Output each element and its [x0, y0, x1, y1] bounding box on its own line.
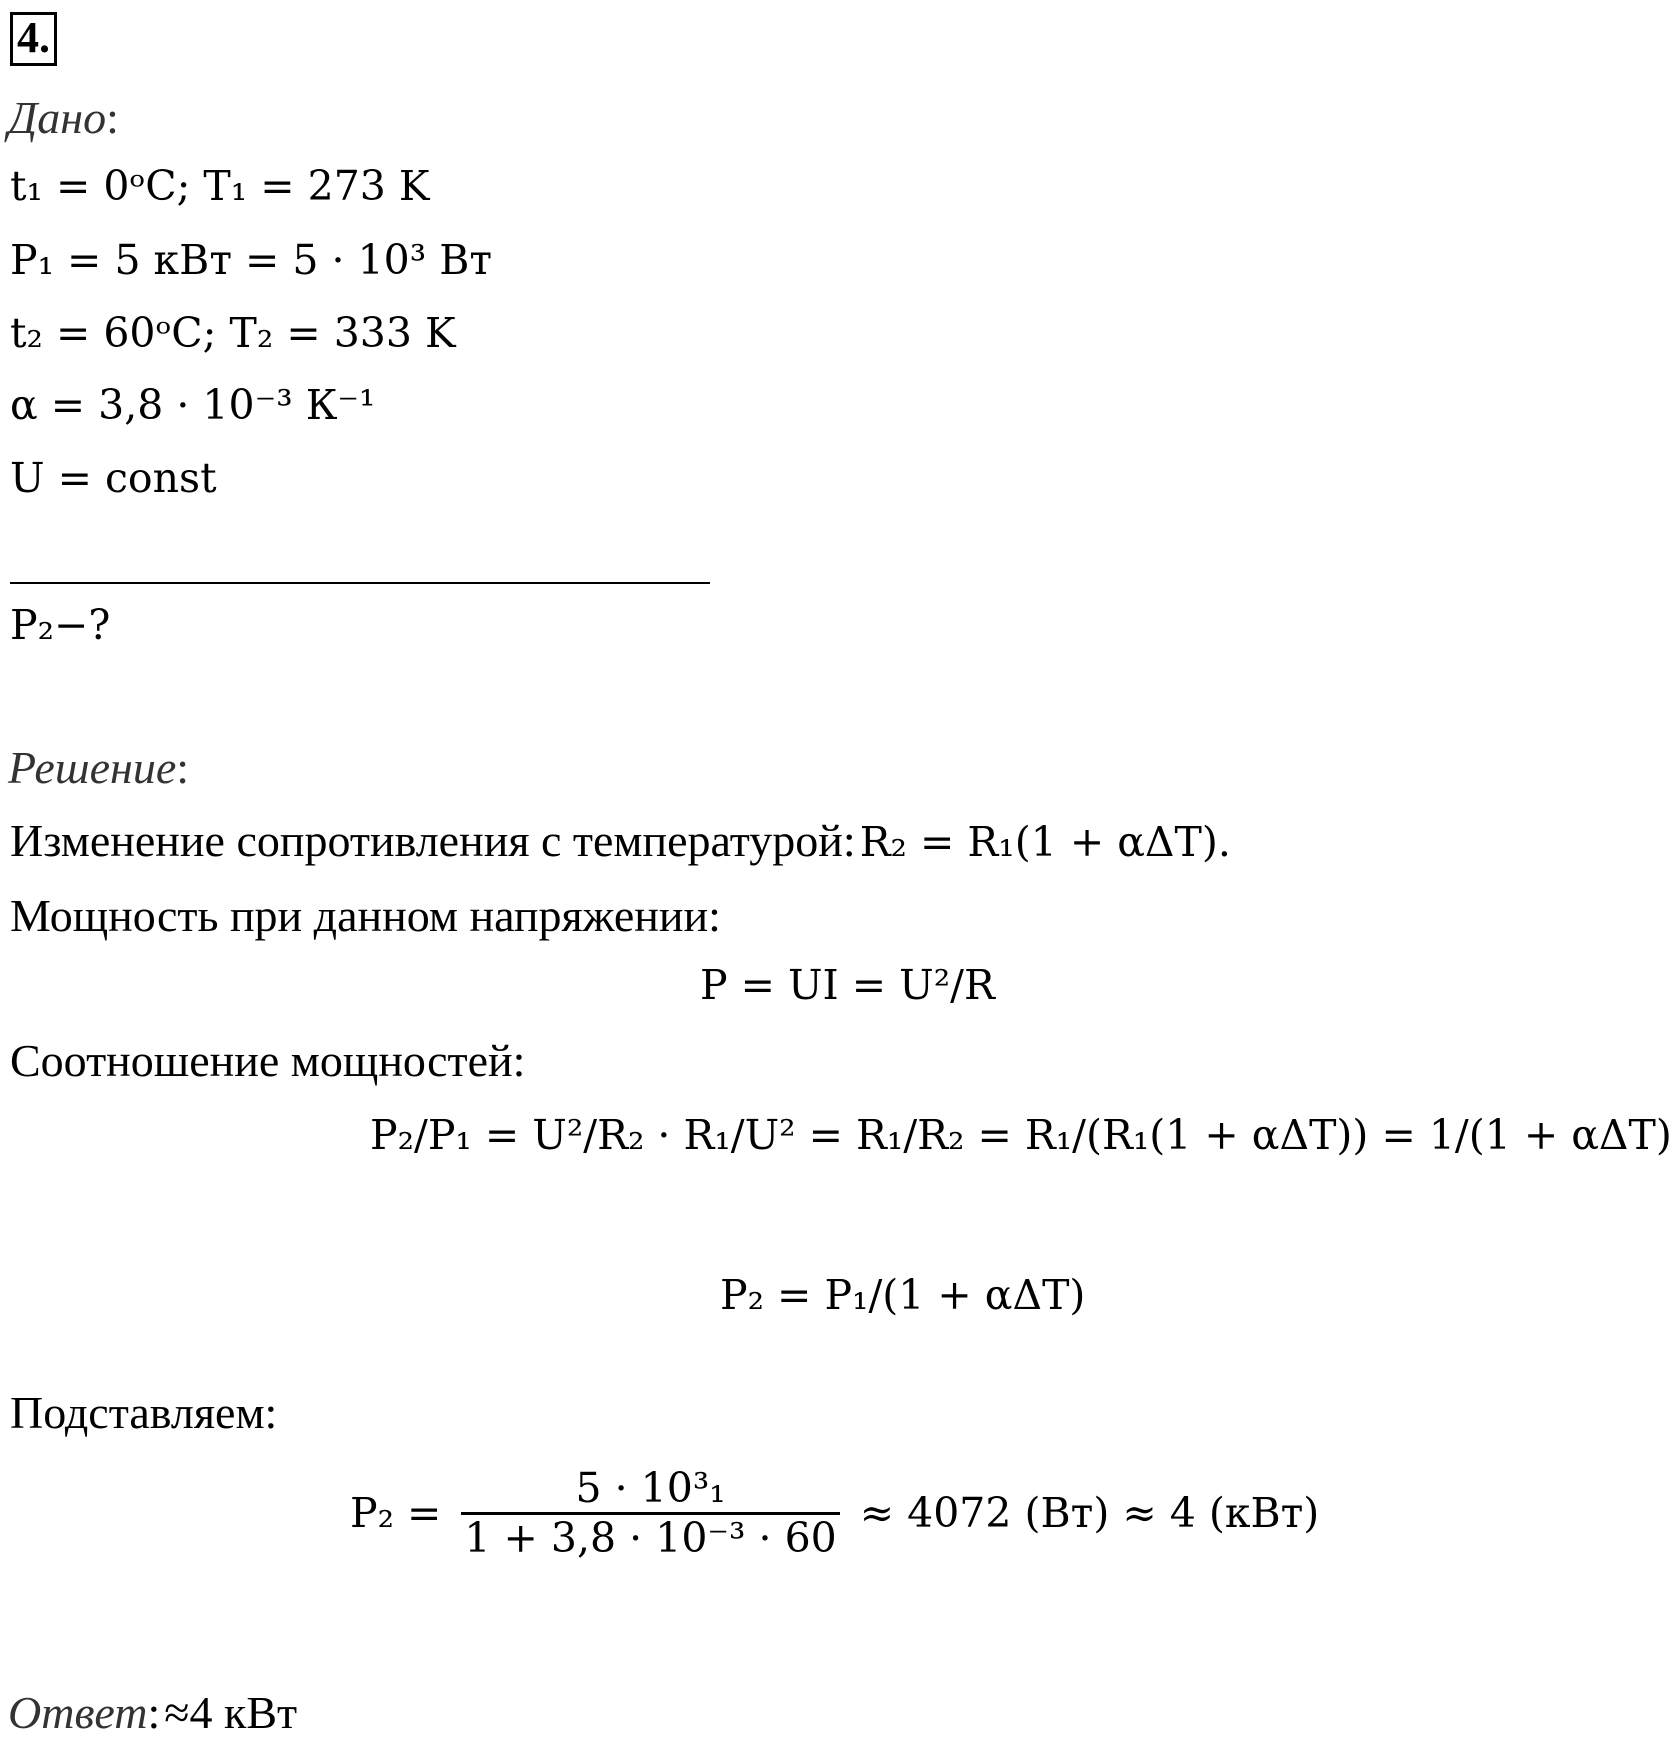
power-text: Мощность при данном напряжении:	[10, 890, 721, 941]
substitute-text: Подставляем:	[10, 1387, 278, 1438]
given-alpha: α = 3,8 · 10⁻³ К⁻¹	[10, 381, 376, 429]
answer-value: ≈4 кВт	[164, 1687, 298, 1738]
given-t1: t₁ = 0ᵒC; T₁ = 273 K	[10, 162, 430, 210]
find-quantity: P₂−?	[10, 601, 111, 649]
calc-numerator: 5 · 10³₁	[575, 1464, 726, 1512]
answer-line	[8, 1687, 298, 1738]
given-p1: P₁ = 5 кВт = 5 · 10³ Вт	[10, 236, 493, 284]
power-formula: P = UI = U²/R	[700, 961, 995, 1009]
calc-result: ≈ 4072 (Вт) ≈ 4 (кВт)	[859, 1489, 1320, 1538]
resistance-text: Изменение сопротивления с температурой:	[10, 815, 856, 866]
given-divider	[10, 582, 710, 584]
problem-number: 4.	[10, 12, 57, 66]
calc-fraction	[461, 1465, 839, 1562]
given-u: U = const	[10, 454, 217, 502]
resistance-formula: R₂ = R₁(1 + αΔT).	[859, 818, 1231, 866]
answer-label: Ответ	[8, 1687, 148, 1738]
calc-denominator: 1 + 3,8 · 10⁻³ · 60	[461, 1512, 839, 1562]
answer-colon: :	[147, 1687, 161, 1738]
ratio-text: Соотношение мощностей:	[10, 1035, 526, 1086]
resistance-line	[10, 815, 1231, 866]
calc-lhs: P₂ =	[350, 1489, 442, 1538]
solution-label: Решение	[8, 742, 177, 793]
solution-colon: :	[176, 742, 190, 793]
given-heading	[8, 92, 119, 143]
result-formula: P₂ = P₁/(1 + αΔT)	[720, 1271, 1086, 1319]
given-label: Дано	[8, 92, 107, 143]
given-t2: t₂ = 60ᵒC; T₂ = 333 K	[10, 309, 456, 357]
given-colon: :	[106, 92, 119, 143]
calculation	[350, 1465, 1319, 1562]
ratio-formula: P₂/P₁ = U²/R₂ · R₁/U² = R₁/R₂ = R₁/(R₁(1 + αΔT)) = 1/(1 + αΔT)	[370, 1111, 1672, 1159]
solution-heading	[8, 742, 190, 793]
